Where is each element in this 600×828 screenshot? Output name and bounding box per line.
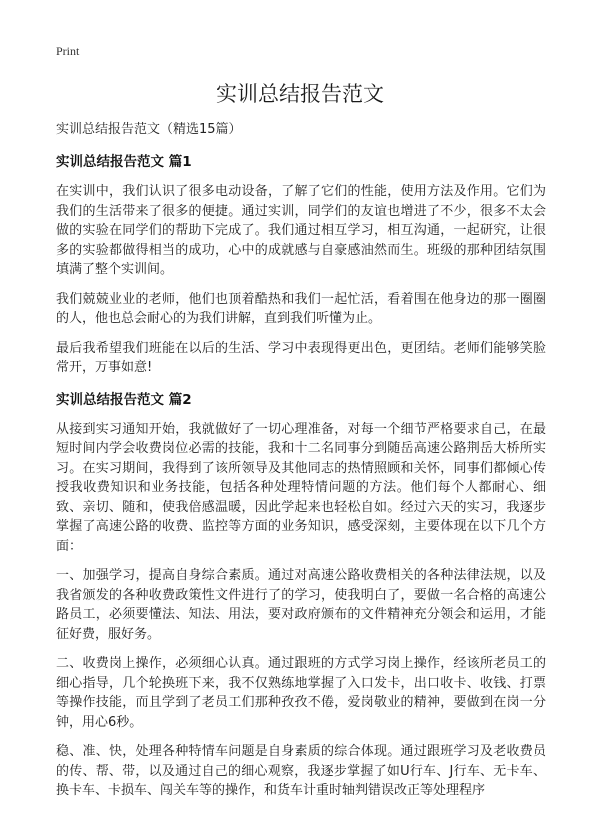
- paragraph: 我们兢兢业业的老师，他们也顶着酷热和我们一起忙活，看着围在他身边的那一圈圈的人，他也总会耐心的为我们讲解，直到我们听懂为止。: [56, 291, 546, 326]
- paragraph: 最后我希望我们班能在以后的生活、学习中表现得更出色，更团结。老师们能够笑脸常开，万事如意!: [56, 340, 546, 375]
- paragraph: 在实训中，我们认识了很多电动设备，了解了它们的性能，使用方法及作用。它们为我们的生活带来了很多的便捷。通过实训，同学们的友谊也增进了不少，很多不太会做的实验在同学们的帮助下完成了。我们通过相互学习，相互沟通，一起研究，让很多的实验都做得相当的成功，心中的成就感与自豪感油然而生。班级的那种团结氛围填满了整个实训间。: [56, 184, 546, 277]
- paragraph: 稳、准、快，处理各种特情车问题是自身素质的综合体现。通过跟班学习及老收费员的传、帮、带，以及通过自己的细心观察，我逐步掌握了如U行车、J行车、无卡车、换卡车、卡损车、闯关车等的操作，和货车计重时轴判错误改正等处理程序: [56, 744, 546, 798]
- document-subtitle: 实训总结报告范文（精选15篇）: [56, 122, 242, 137]
- page-title: 实训总结报告范文: [216, 82, 384, 106]
- section-heading-2: 实训总结报告范文 篇2: [56, 391, 192, 408]
- print-link[interactable]: Print: [56, 44, 80, 58]
- section-heading-1: 实训总结报告范文 篇1: [56, 154, 192, 170]
- document-body: [56, 120, 546, 811]
- paragraph: 从接到实习通知开始，我就做好了一切心理准备，对每一个细节严格要求自己，在最短时间内学会收费岗位必需的技能，我和十二名同事分到随岳高速公路荆岳大桥所实习。在实习期间，我得到了该所领导及其他同志的热情照顾和关怀，同事们都倾心传授我收费知识和业务技能，包括各种处理特情问题的方法。他们每个人都耐心、细致、亲切、随和，使我倍感温暖，因此学起来也轻松自如。经过六天的实习，我逐步掌握了高速公路的收费、监控等方面的业务知识，感受深刻，主要体现在以下几个方面：: [56, 421, 546, 554]
- paragraph: 一、加强学习，提高自身综合素质。通过对高速公路收费相关的各种法律法规，以及我省颁发的各种收费政策性文件进行了的学习，使我明白了，要做一名合格的高速公路员工，必须要懂法、知法、用法，要对政府颁布的文件精神充分领会和运用，才能征好费，服好务。: [56, 568, 546, 642]
- paragraph: 二、收费岗上操作，必须细心认真。通过跟班的方式学习岗上操作，经该所老员工的细心指导，几个轮换班下来，我不仅熟练地掌握了入口发卡，出口收卡、收钱、打票等操作技能，而且学到了老员工们那种孜孜不倦，爱岗敬业的精神，要做到在岗一分钟，用心6秒。: [56, 656, 546, 730]
